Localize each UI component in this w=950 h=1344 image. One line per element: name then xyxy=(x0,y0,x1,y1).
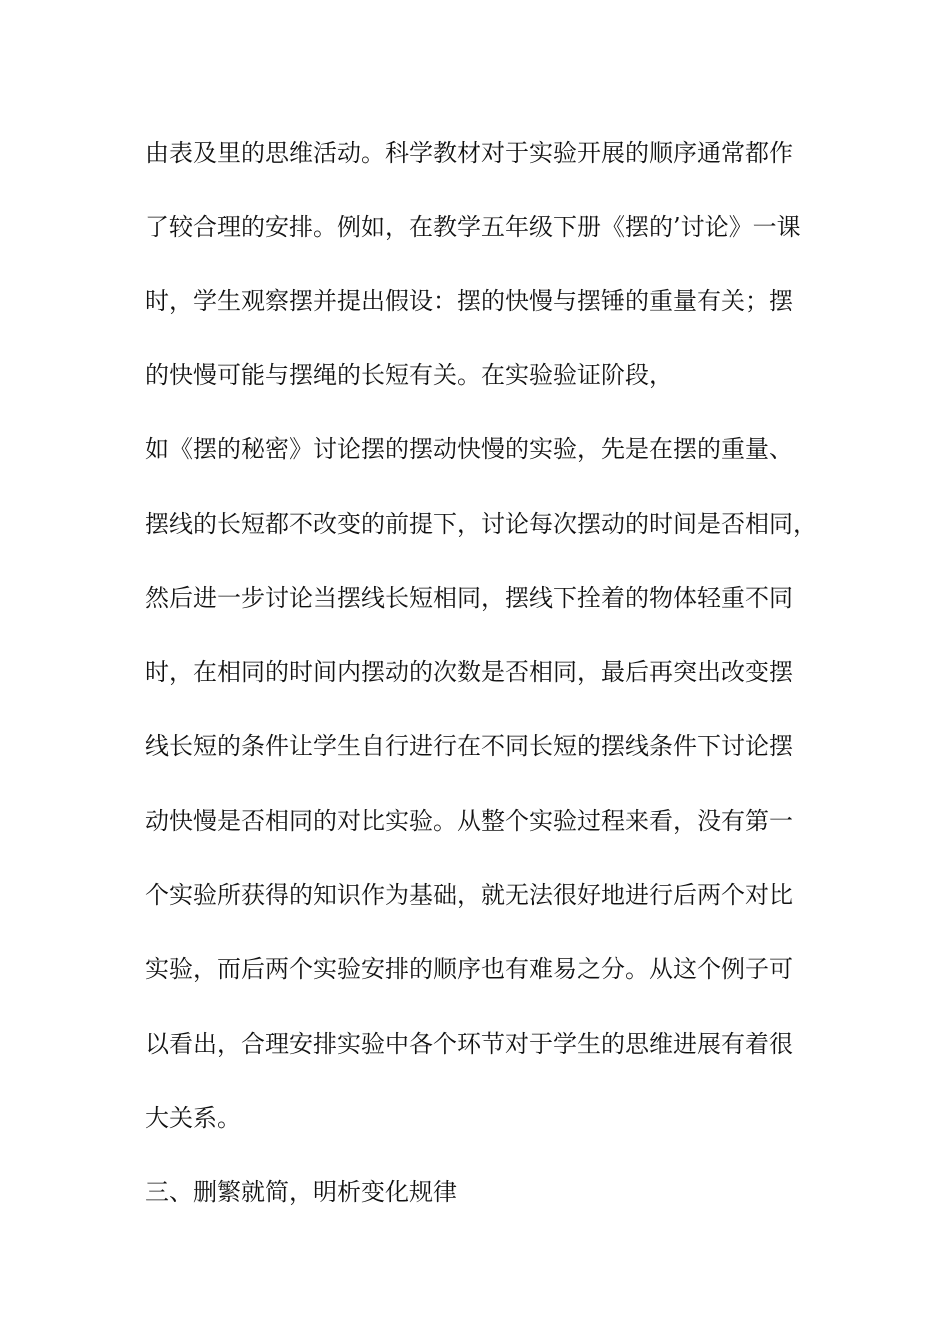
paragraph-line: 的快慢可能与摆绳的长短有关。在实验验证阶段， xyxy=(145,361,673,389)
paragraph-line: 时，在相同的时间内摆动的次数是否相同，最后再突出改变摆 xyxy=(145,658,793,686)
paragraph-line: 实验，而后两个实验安排的顺序也有难易之分。从这个例子可 xyxy=(145,955,793,983)
paragraph-line: 摆线的长短都不改变的前提下，讨论每次摆动的时间是否相同， xyxy=(145,510,817,538)
paragraph-line: 了较合理的安排。例如，在教学五年级下册《摆的’讨论》一课 xyxy=(145,213,801,241)
paragraph-line: 以看出，合理安排实验中各个环节对于学生的思维进展有着很 xyxy=(145,1030,793,1058)
paragraph-line: 大关系。 xyxy=(145,1104,241,1132)
paragraph-line: 动快慢是否相同的对比实验。从整个实验过程来看，没有第一 xyxy=(145,807,793,835)
paragraph-line: 时，学生观察摆并提出假设：摆的快慢与摆锤的重量有关；摆 xyxy=(145,287,793,315)
paragraph-line: 由表及里的思维活动。科学教材对于实验开展的顺序通常都作 xyxy=(145,139,793,167)
paragraph-line: 如《摆的秘密》讨论摆的摆动快慢的实验，先是在摆的重量、 xyxy=(145,435,793,463)
paragraph-line: 然后进一步讨论当摆线长短相同，摆线下拴着的物体轻重不同 xyxy=(145,584,793,612)
section-heading: 三、删繁就简，明析变化规律 xyxy=(145,1178,457,1206)
paragraph-line: 个实验所获得的知识作为基础，就无法很好地进行后两个对比 xyxy=(145,881,793,909)
paragraph-line: 线长短的条件让学生自行进行在不同长短的摆线条件下讨论摆 xyxy=(145,732,793,760)
